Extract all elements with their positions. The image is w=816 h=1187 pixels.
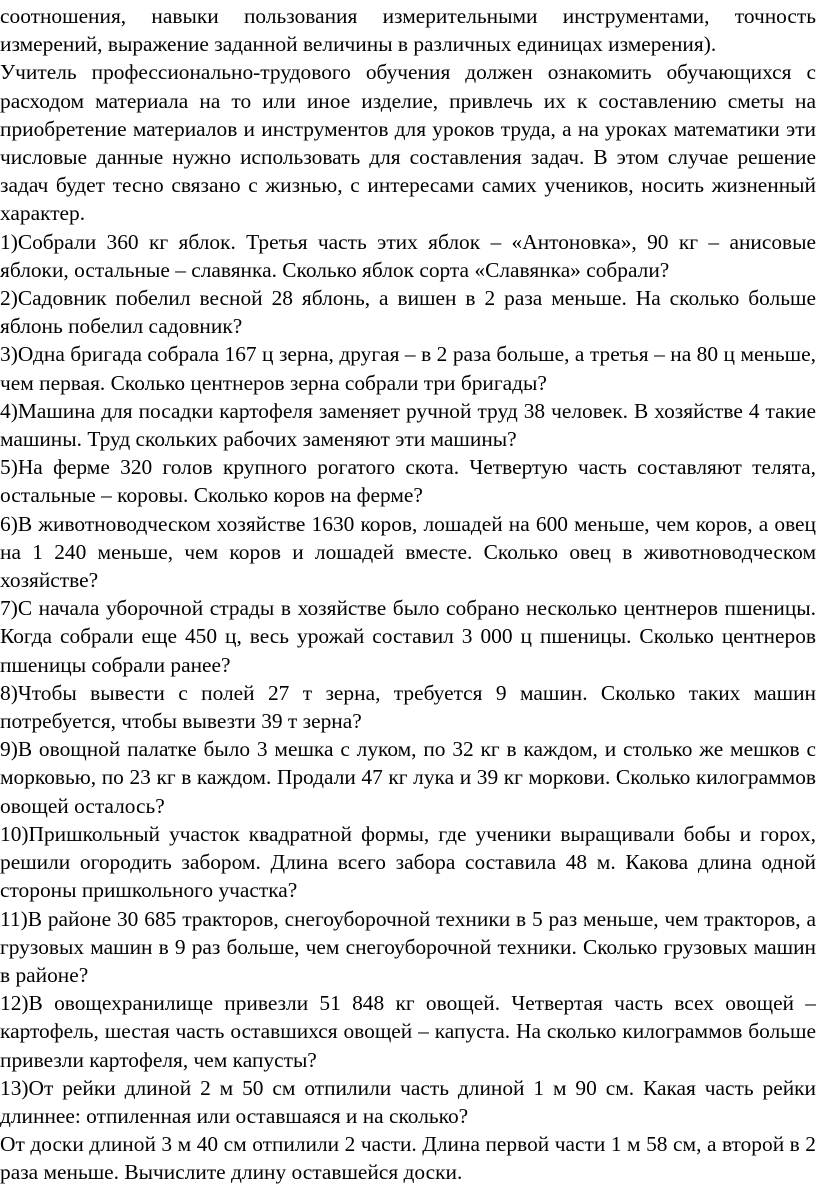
task-8: 8)Чтобы вывести с полей 27 т зерна, требуется 9 машин. Сколько таких машин потребуется, чтобы вывезти 39 т зерна? (0, 680, 816, 734)
task-6: 6)В животноводческом хозяйстве 1630 коров, лошадей на 600 меньше, чем коров, а овец на 1 240 меньше, чем коров и лошадей вместе. Сколько овец в животноводческом хозяйстве? (0, 511, 816, 593)
task-4: 4)Машина для посадки картофеля заменяет ручной труд 38 человек. В хозяйстве 4 такие машины. Труд скольких рабочих заменяют эти машины? (0, 398, 816, 452)
teacher-paragraph: Учитель профессионально-трудового обучения должен ознакомить обучающихся с расходом материала на то или иное изделие, привлечь их к составлению сметы на приобретение материалов и инструментов для уроков труда, а на уроках математики эти числовые данные нужно использовать для составления задач. В этом случае решение задач будет тесно связано с жизнью, с интересами самих учеников, носить жизненный характер. (0, 60, 816, 226)
task-3: 3)Одна бригада собрала 167 ц зерна, другая – в 2 раза больше, а третья – на 80 ц меньше, чем первая. Сколько центнеров зерна собрали три бригады? (0, 342, 816, 395)
task-10: 10)Пришкольный участок квадратной формы, где ученики выращивали бобы и горох, решили огородить забором. Длина всего забора составила 48 м. Какова длина одной стороны пришкольного участка? (0, 821, 816, 903)
task-9: 9)В овощной палатке было 3 мешка с луком, по 32 кг в каждом, и столько же мешков с морковью, по 23 кг в каждом. Продали 47 кг лука и 39 кг моркови. Сколько килограммов овощей осталось? (0, 737, 816, 818)
intro-continuation-paragraph: соотношения, навыки пользования измерительными инструментами, точность измерений, выражение заданной величины в различных единицах измерения). (0, 4, 816, 57)
task-5: 5)На ферме 320 голов крупного рогатого скота. Четвертую часть составляют телята, остальные – коровы. Сколько коров на ферме? (0, 455, 816, 508)
task-14: От доски длиной 3 м 40 см отпилили 2 части. Длина первой части 1 м 58 см, а второй в 2 раза меньше. Вычислите длину оставшейся доски. (0, 1132, 816, 1185)
task-13: 13)От рейки длиной 2 м 50 см отпилили часть длиной 1 м 90 см. Какая часть рейки длиннее: отпиленная или оставшаяся и на сколько? (0, 1075, 816, 1128)
task-2: 2)Садовник побелил весной 28 яблонь, а вишен в 2 раза меньше. На сколько больше яблонь побелил садовник? (0, 286, 816, 339)
task-11: 11)В районе 30 685 тракторов, снегоуборочной техники в 5 раз меньше, чем тракторов, а грузовых машин в 9 раз больше, чем снегоуборочной техники. Сколько грузовых машин в районе? (0, 906, 816, 987)
task-1: 1)Собрали 360 кг яблок. Третья часть этих яблок – «Антоновка», 90 кг – анисовые яблоки, остальные – славянка. Сколько яблок сорта «Славянка» собрали? (0, 229, 816, 282)
task-12: 12)В овощехранилище привезли 51 848 кг овощей. Четвертая часть всех овощей – картофель, шестая часть оставшихся овощей – капуста. На сколько килограммов больше привезли картофеля, чем капусты? (0, 991, 816, 1072)
task-7: 7)С начала уборочной страды в хозяйстве было собрано несколько центнеров пшеницы. Когда собрали еще 450 ц, весь урожай составил 3 000 ц пшеницы. Сколько центнеров пшеницы собрали ранее? (0, 596, 816, 677)
